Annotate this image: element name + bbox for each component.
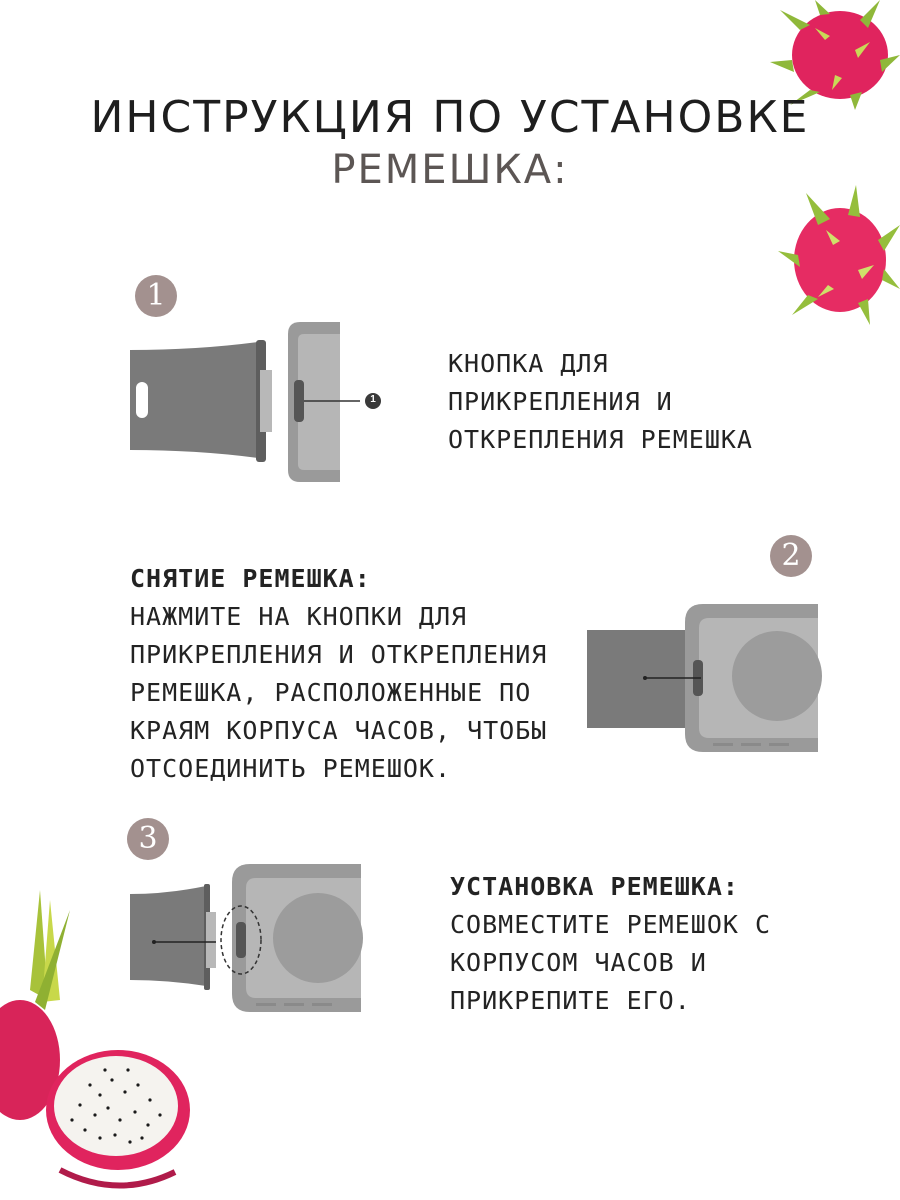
step-1-callout-number: 1 xyxy=(370,394,376,405)
step-3-line-2: КОРПУСОМ ЧАСОВ И xyxy=(450,948,707,977)
step-2-line-4: КРАЯМ КОРПУСА ЧАСОВ, ЧТОБЫ xyxy=(130,716,548,745)
step-2-line-5: ОТСОЕДИНИТЬ РЕМЕШОК. xyxy=(130,754,452,783)
step-1-line-1: КНОПКА ДЛЯ xyxy=(448,349,609,378)
step-2-watch-strap-diagram xyxy=(585,600,820,760)
step-3-watch-strap-diagram xyxy=(128,860,363,1020)
step-3-line-3: ПРИКРЕПИТЕ ЕГО. xyxy=(450,986,691,1015)
step-1-line-3: ОТКРЕПЛЕНИЯ РЕМЕШКА xyxy=(448,425,753,454)
step-2-line-2: ПРИКРЕПЛЕНИЯ И ОТКРЕПЛЕНИЯ xyxy=(130,640,548,669)
dragon-fruit-image-middle xyxy=(778,185,900,325)
step-2-line-1: НАЖМИТЕ НА КНОПКИ ДЛЯ xyxy=(130,602,468,631)
step-3-line-1: СОВМЕСТИТЕ РЕМЕШОК С xyxy=(450,910,772,939)
step-1-text xyxy=(448,345,753,459)
step-1-line-2: ПРИКРЕПЛЕНИЯ И xyxy=(448,387,673,416)
step-3-heading: УСТАНОВКА РЕМЕШКА: xyxy=(450,872,739,901)
step-2-line-3: РЕМЕШКА, РАСПОЛОЖЕННЫЕ ПО xyxy=(130,678,532,707)
step-3-badge: 3 xyxy=(127,818,169,860)
step-3-text xyxy=(450,868,771,1020)
page-subtitle: РЕМЕШКА: xyxy=(331,147,569,193)
step-1-badge: 1 xyxy=(135,275,177,317)
page-title: ИНСТРУКЦИЯ ПО УСТАНОВКЕ xyxy=(90,92,810,143)
step-2-text xyxy=(130,560,547,788)
step-2-badge: 2 xyxy=(770,535,812,577)
step-1-watch-strap-diagram xyxy=(128,320,388,485)
step-2-heading: СНЯТИЕ РЕМЕШКА: xyxy=(130,564,371,593)
